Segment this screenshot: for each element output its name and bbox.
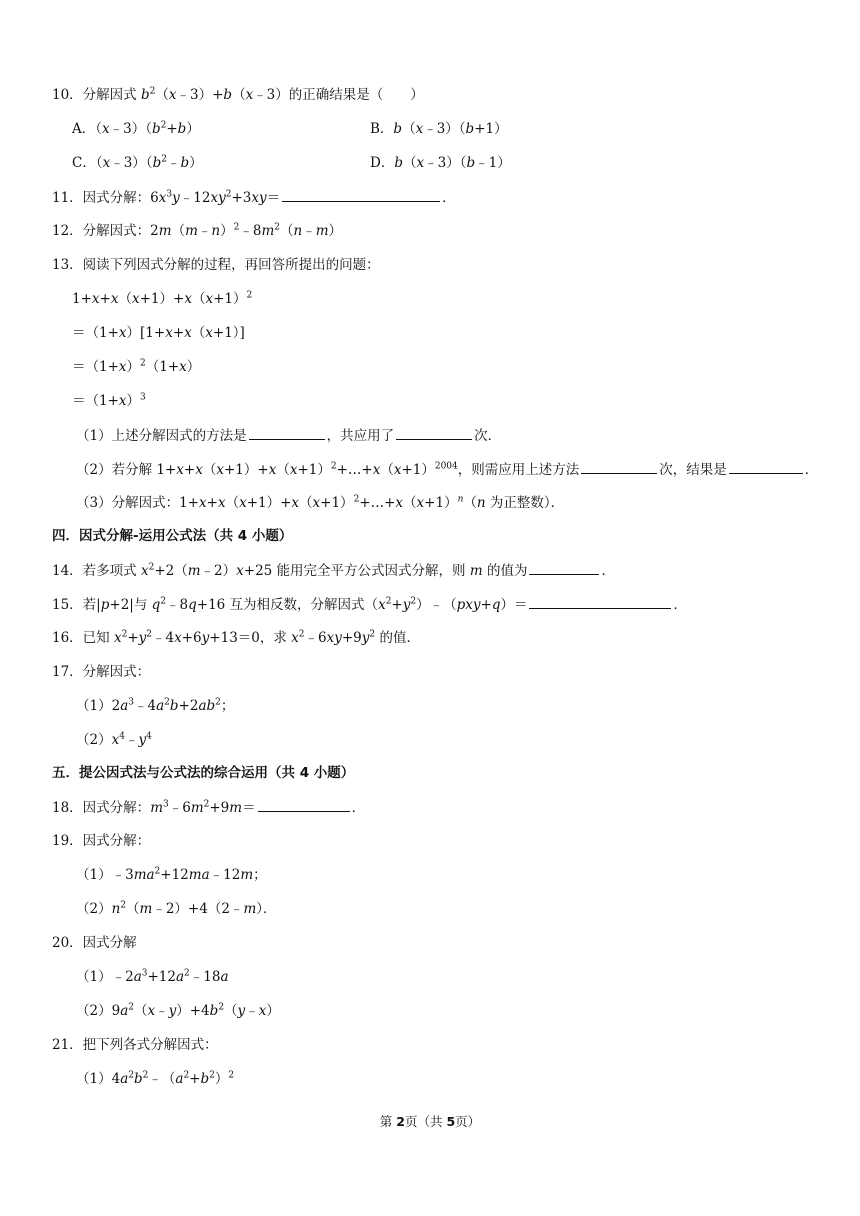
question-13: 13．阅读下列因式分解的过程，再回答所提出的问题：: [52, 257, 380, 273]
q13-step-2: ＝（1+x）[1+x+x（x+1）]: [72, 325, 245, 341]
option-d: D．b（x﹣3）（b﹣1）: [370, 155, 511, 171]
q13-step-1: $1+x+x(x+1)+x(x+1)^2$: [72, 290, 253, 307]
q19-part-1: $(1)﹣3ma^2+12ma﹣12m$；: [76, 866, 267, 883]
section-4-heading: 四．因式分解-运用公式法（共 4 小题）: [52, 528, 293, 544]
q13-part-3: （3）分解因式：$1+x+x(x+1)+x(x+1)^2+\dots+x(x+1)^n(n$ 为正整数）．: [76, 494, 565, 511]
question-18: 18．因式分解：$m^3﹣6m^2+9m=$ ．: [52, 799, 366, 816]
question-12: 12．分解因式：$2m(m﹣n)^2﹣8m^2(n﹣m)$: [52, 222, 342, 239]
q17-part-2: $(2)x^4﹣y^4$: [76, 731, 152, 748]
question-20: 20．因式分解: [52, 935, 137, 951]
question-10: 10．分解因式 $b^2(x﹣3)+b(x﹣3)$的正确结果是（ ）: [52, 86, 424, 103]
q13-part-2: （2）若分解 $1+x+x(x+1)+x(x+1)^2+\dots+x(x+1)^{2004}$，则需应用上述方法 次，结果是 ．: [76, 461, 819, 478]
section-5-heading: 五．提公因式法与公式法的综合运用（共 4 小题）: [52, 765, 355, 781]
question-15: 15．若|p+2|与 $q^2﹣8q+16$ 互为相反数，分解因式$(x^2+y^2)﹣(pxy+q)=$ ．: [52, 596, 687, 613]
footer-page-number: 2: [396, 1114, 405, 1129]
q13-step-4: $=(1+x)^3$: [72, 392, 146, 409]
q17-part-1: $(1)2a^3﹣4a^2b+2ab^2$；: [76, 697, 235, 714]
q13-part-1: （1）上述分解因式的方法是 ，共应用了 次．: [76, 428, 502, 444]
footer-pre: 第: [379, 1114, 397, 1129]
page-footer: [0, 1112, 860, 1130]
question-14: 14．若多项式 $x^2+2(m﹣2)x+25$ 能用完全平方公式因式分解，则 m 的值为 ．: [52, 562, 615, 579]
footer-mid: 页（共: [404, 1114, 447, 1129]
q20-part-2: $(2)9a^2(x﹣y)+4b^2(y﹣x)$: [76, 1002, 280, 1019]
question-17: 17．分解因式：: [52, 664, 151, 680]
q13-step-3: $=(1+x)^2(1+x)$: [72, 358, 201, 375]
q19-part-2: $(2)n^2(m﹣2)+4(2﹣m)$．: [76, 900, 277, 917]
q21-part-1: $(1)4a^2b^2﹣(a^2+b^2)^2$: [76, 1070, 235, 1087]
question-21: 21．把下列各式分解因式：: [52, 1037, 218, 1053]
option-b: B．b（x﹣3）（b+1）: [370, 121, 508, 137]
option-a: A．$(x﹣3)(b^2+b)$: [72, 120, 200, 137]
option-c: C．$(x﹣3)(b^2﹣b)$: [72, 154, 203, 171]
question-11: 11．因式分解：$6x^3y﹣12xy^2+3xy=$ ．: [52, 189, 456, 206]
q20-part-1: $(1)﹣2a^3+12a^2﹣18a$: [76, 968, 229, 985]
footer-total-pages: 5: [446, 1114, 456, 1129]
footer-post: 页）: [455, 1114, 481, 1129]
question-19: 19．因式分解：: [52, 833, 151, 849]
question-16: 16．已知 $x^2+y^2﹣4x+6y+13=0$，求 $x^2﹣6xy+9y^2$ 的值．: [52, 629, 420, 646]
